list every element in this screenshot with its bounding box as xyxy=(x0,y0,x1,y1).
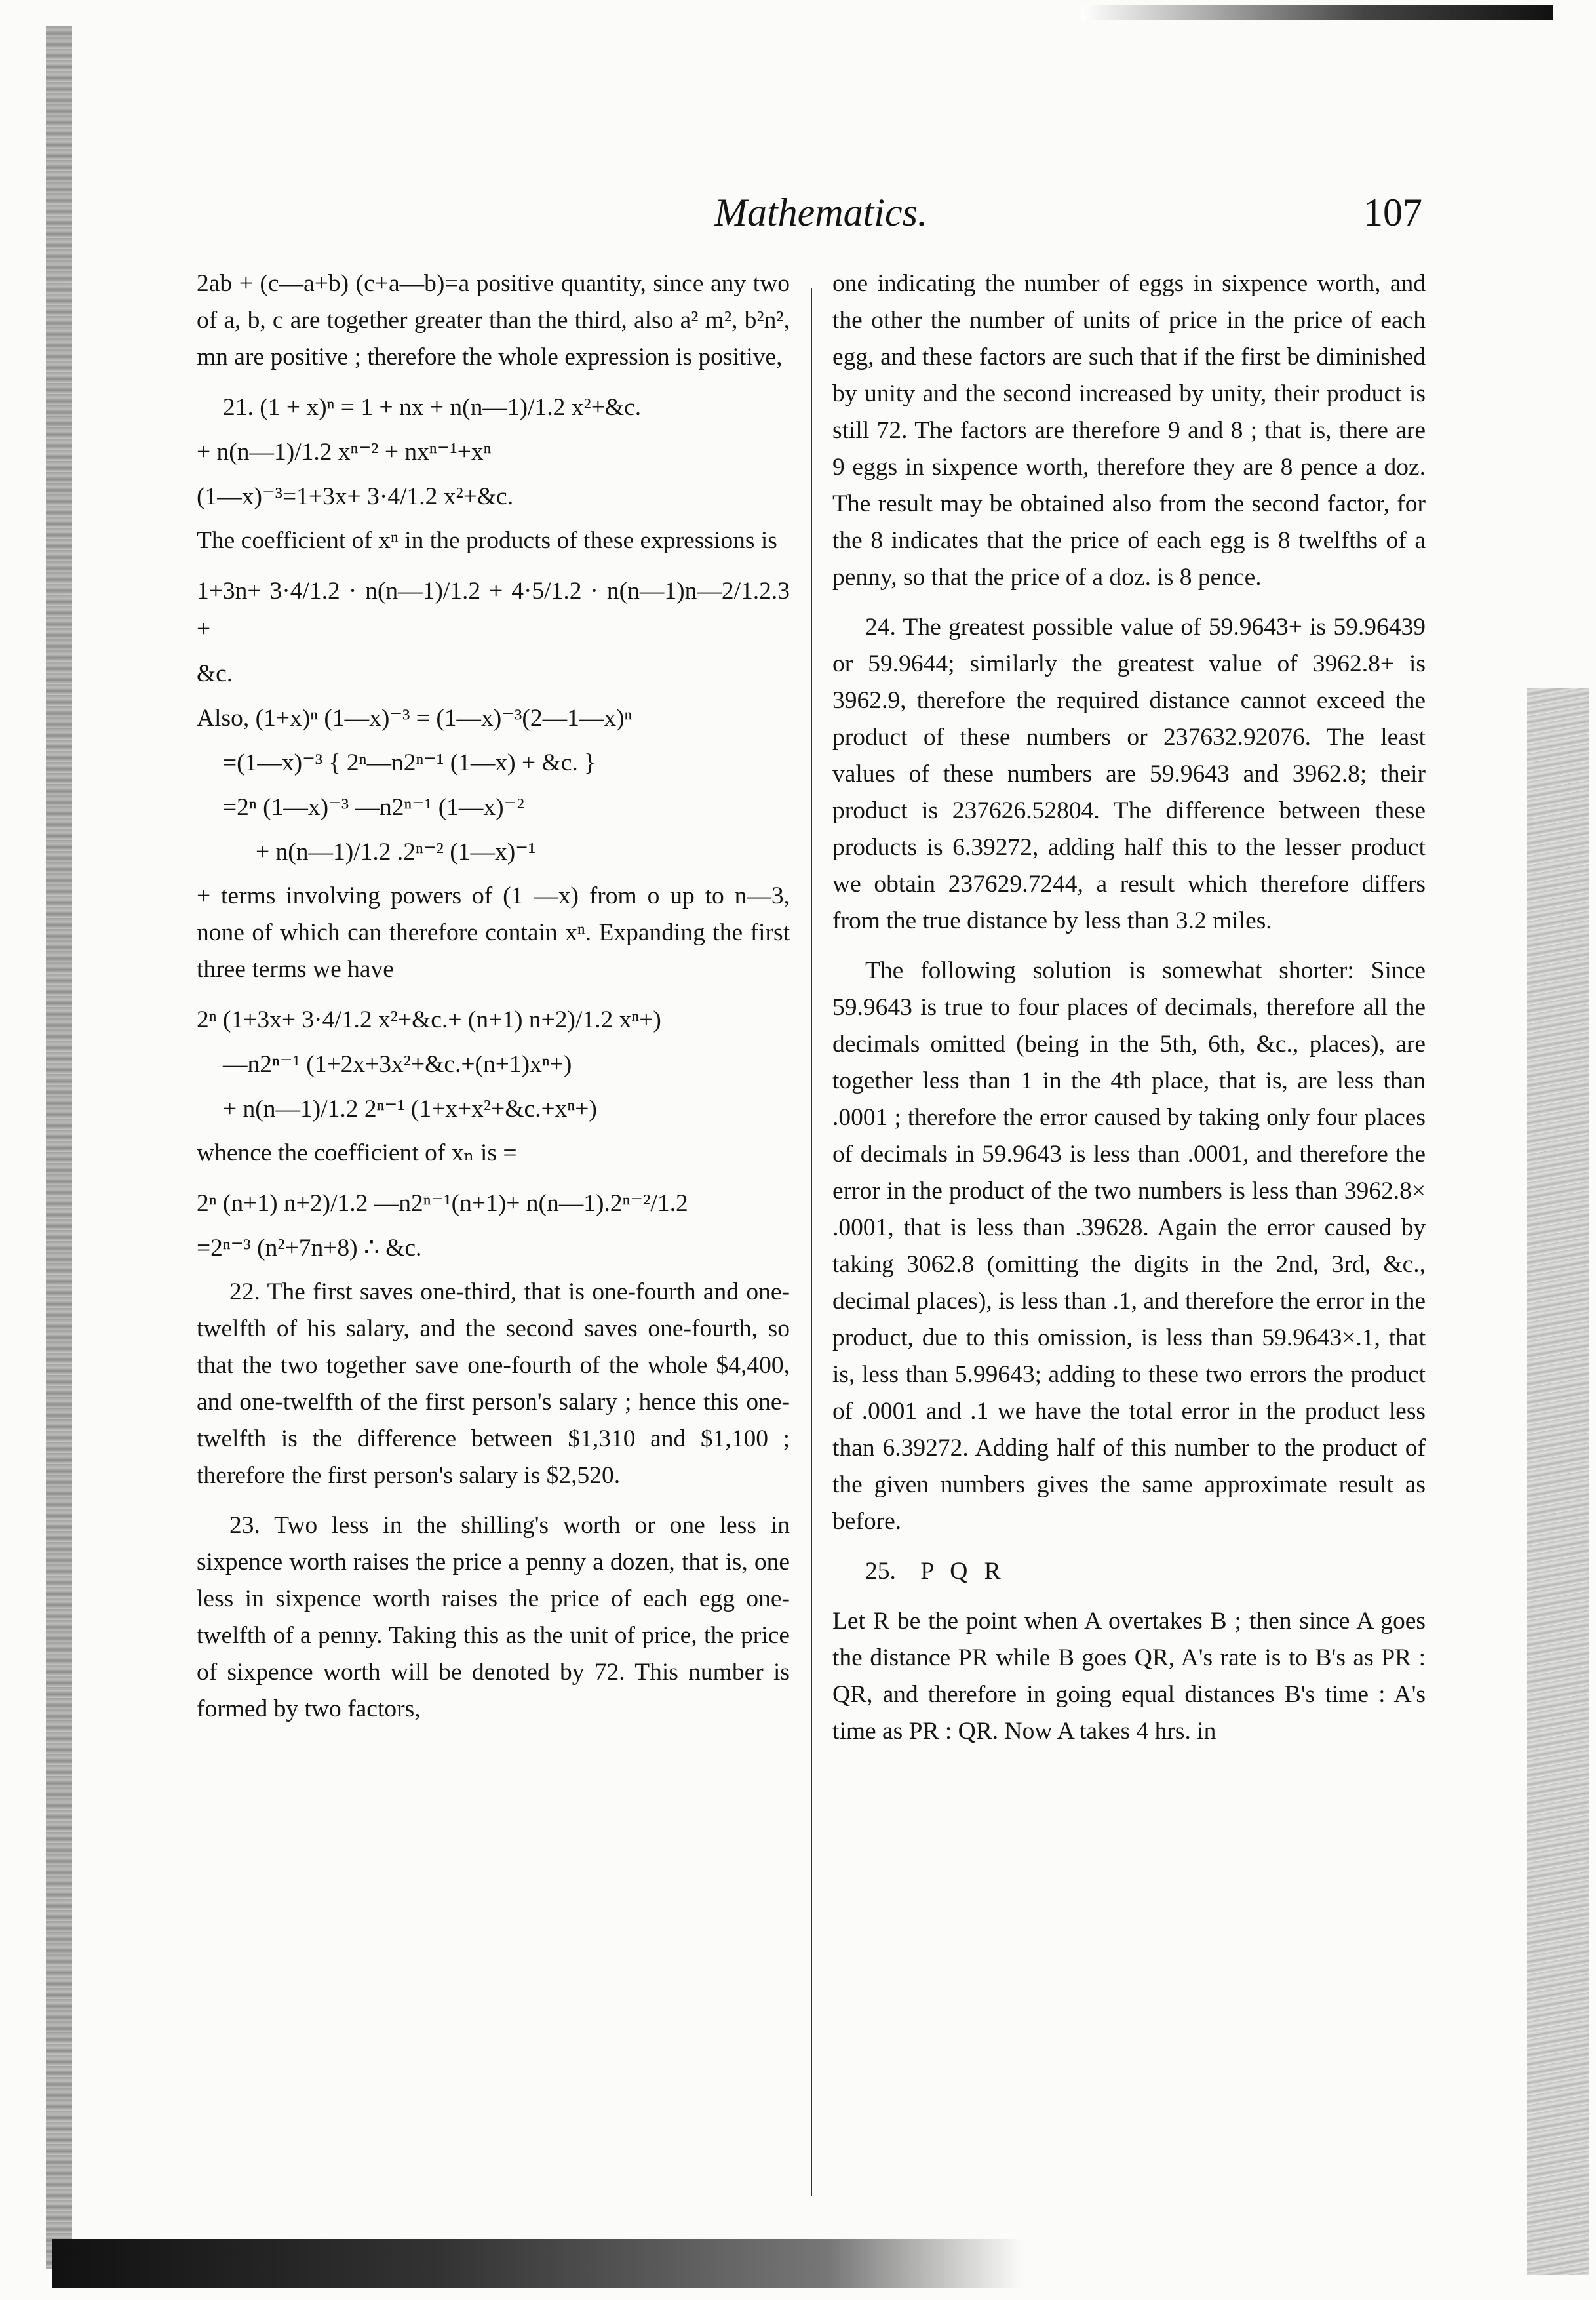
paragraph: one indicating the number of eggs in sixpence worth, and the other the number of units of price in the price of each egg, and these factors are such that if the first be diminished by unity and the second increased by unity, their product is still 72. The factors are therefore 9 and 8 ; that is, there are 9 eggs in sixpence worth, therefore they are 8 pence a doz. The result may be obtained also from the second factor, for the 8 indicates that the price of each egg is 8 twelfths of a penny, so that the price of a doz. is 8 pence. xyxy=(832,270,1426,591)
scan-edge-right xyxy=(1527,688,1589,2275)
math-line: + n(n—1)/1.2 2ⁿ⁻¹ (1+x+x²+&c.+xⁿ+) xyxy=(223,1096,597,1122)
scan-top-edge xyxy=(1081,5,1553,20)
math-line: =(1—x)⁻³ { 2ⁿ—n2ⁿ⁻¹ (1—x) + &c. } xyxy=(223,749,596,776)
math-line: =2ⁿ⁻³ (n²+7n+8) ∴ &c. xyxy=(197,1235,422,1261)
paragraph: 23. Two less in the shilling's worth or one less in sixpence worth raises the price a penny a dozen, that is, one less in sixpence worth raises the price of each egg one-twelfth of a penny. Taking this as the unit of price, the price of sixpence worth will be denoted by 72. This number is formed by two factors, xyxy=(197,1512,790,1722)
math-line: + n(n—1)/1.2 xⁿ⁻² + nxⁿ⁻¹+xⁿ xyxy=(197,439,492,466)
math-line: 2ⁿ (n+1) n+2)/1.2 —n2ⁿ⁻¹(n+1)+ n(n—1).2ⁿ⁻²/1.2 xyxy=(197,1190,688,1217)
running-title: Mathematics. xyxy=(714,191,927,234)
math-line: + n(n—1)/1.2 .2ⁿ⁻² (1—x)⁻¹ xyxy=(256,839,536,865)
paragraph: 22. The first saves one-third, that is one-fourth and one-twelfth of his salary, and the second saves one-fourth, so that the two together save one-fourth of the whole $4,400, and one-twelfth of the first person's salary ; hence this one-twelfth is the difference between $1,310 and $1,100 ; therefore the first person's salary is $2,520. xyxy=(197,1279,790,1489)
scan-edge-left xyxy=(46,26,72,2269)
left-column xyxy=(197,266,790,1741)
math-line: &c. xyxy=(197,660,233,687)
math-line: 2ⁿ (1+3x+ 3·4/1.2 x²+&c.+ (n+1) n+2)/1.2 xⁿ+) xyxy=(197,1006,661,1033)
column-divider xyxy=(811,288,812,2196)
paragraph: The coefficient of xⁿ in the products of these expressions is xyxy=(197,527,777,554)
paragraph: + terms involving powers of (1 —x) from o up to n—3, none of which can therefore contain xⁿ. Expanding the first three terms we have xyxy=(197,882,790,983)
right-column xyxy=(832,266,1426,1763)
math-line: 1+3n+ 3·4/1.2 · n(n—1)/1.2 + 4·5/1.2 · n(n—1)n—2/1.2.3 + xyxy=(197,578,790,643)
math-line: 21. (1 + x)ⁿ = 1 + nx + n(n—1)/1.2 x²+&c. xyxy=(223,394,642,421)
page-header xyxy=(714,190,1422,243)
math-line: =2ⁿ (1—x)⁻³ —n2ⁿ⁻¹ (1—x)⁻² xyxy=(223,794,524,821)
diagram-line xyxy=(832,1553,1426,1590)
paragraph: 24. The greatest possible value of 59.9643+ is 59.96439 or 59.9644; similarly the greatest value of 3962.8+ is 3962.9, therefore the required distance cannot exceed the product of these numbers or 237632.92076. The least values of these numbers are 59.9643 and 3962.8; their product is 237626.52804. The difference between these products is 6.39272, adding half this to the lesser product we obtain 237629.7244, a result which therefore differs from the true distance by less than 3.2 miles. xyxy=(832,614,1426,934)
paragraph: The following solution is somewhat shorter: Since 59.9643 is true to four places of decimals, therefore all the decimals omitted (being in the 5th, 6th, &c., places), are together less than 1 in the 4th place, that is, are less than .0001 ; therefore the error caused by taking only four places of decimals in 59.9643 is less than .0001, and therefore the error in the product of the two numbers is less than 3962.8× .0001, that is less than .39628. Again the error caused by taking 3062.8 (omitting the digits in the 2nd, 3rd, &c., decimal places), is less than .1, and therefore the error in the product, due to this omission, is less than 59.9643×.1, that is, less than 5.99643; adding to these two errors the product of .0001 and .1 we have the total error in the product less than 6.39272. Adding half of this number to the product of the given numbers gives the same approximate result as before. xyxy=(832,957,1426,1535)
math-line: (1—x)⁻³=1+3x+ 3·4/1.2 x²+&c. xyxy=(197,483,514,510)
page-number: 107 xyxy=(1363,191,1422,234)
problem-number: 25. xyxy=(865,1558,896,1585)
pqr-diagram: P Q R xyxy=(920,1558,1006,1585)
math-line: Also, (1+x)ⁿ (1—x)⁻³ = (1—x)⁻³(2—1—x)ⁿ xyxy=(197,705,633,732)
paragraph: whence the coefficient of xₙ is = xyxy=(197,1140,517,1166)
scan-bottom-edge xyxy=(52,2239,1022,2288)
paragraph: 2ab + (c—a+b) (c+a—b)=a positive quantity, since any two of a, b, c are together greater than the third, also a² m², b²n², mn are positive ; therefore the whole expression is positive, xyxy=(197,270,790,370)
math-line: —n2ⁿ⁻¹ (1+2x+3x²+&c.+(n+1)xⁿ+) xyxy=(223,1051,572,1078)
paragraph: Let R be the point when A overtakes B ; then since A goes the distance PR while B goes QR, A's rate is to B's as PR : QR, and therefore in going equal distances B's time : A's time as PR : QR. Now A takes 4 hrs. in xyxy=(832,1608,1426,1745)
